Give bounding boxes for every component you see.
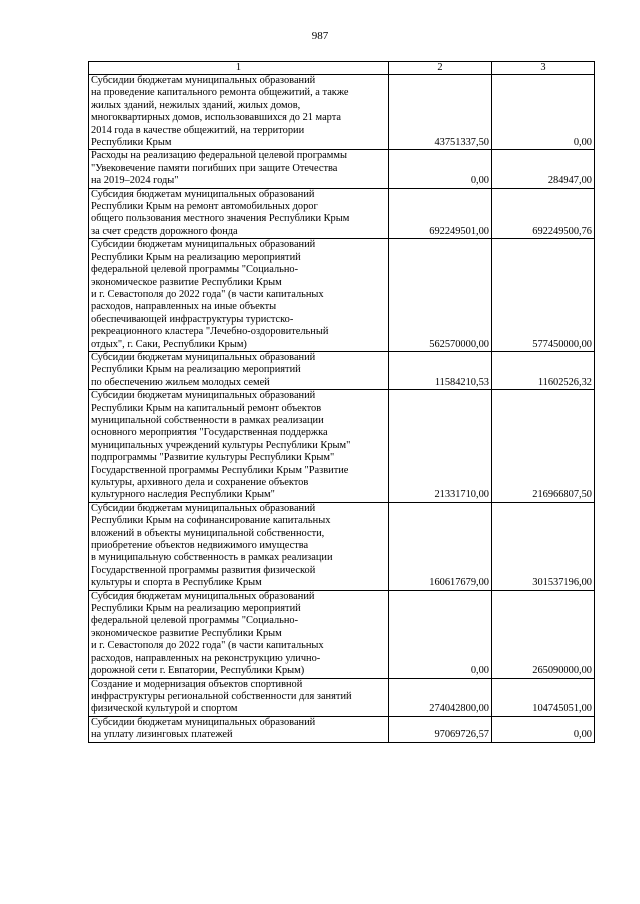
row-description: Субсидии бюджетам муниципальных образований на проведение капитального ремонта общежитий, а также жилых зданий, нежилых зданий, жилых домов, многоквартирных домов, использовавшихся до 21 марта 2014 года в качестве общежитий, на территории Республики Крым: [89, 75, 389, 150]
row-value-col2: 0,00: [389, 590, 492, 678]
row-value-col2: 562570000,00: [389, 239, 492, 352]
table-row: [89, 390, 595, 503]
column-header-1: 1: [89, 62, 389, 75]
row-description: Субсидии бюджетам муниципальных образований на уплату лизинговых платежей: [89, 716, 389, 742]
table-row: [89, 678, 595, 716]
row-value-col3: 284947,00: [492, 150, 595, 188]
row-value-col2: 97069726,57: [389, 716, 492, 742]
table-row: [89, 351, 595, 389]
row-value-col2: 0,00: [389, 150, 492, 188]
row-value-col2: 43751337,50: [389, 75, 492, 150]
row-value-col3: 0,00: [492, 716, 595, 742]
table-row: [89, 75, 595, 150]
row-description: Субсидии бюджетам муниципальных образований Республики Крым на софинансирование капитальных вложений в объекты муниципальной собственности, приобретение объектов недвижимого имущества в муниципальную собственность в рамках реализации Государственной программы развития физической культуры и спорта в Республике Крым: [89, 502, 389, 590]
table-row: [89, 239, 595, 352]
row-value-col3: 0,00: [492, 75, 595, 150]
table-row: [89, 502, 595, 590]
row-value-col2: 160617679,00: [389, 502, 492, 590]
row-value-col3: 692249500,76: [492, 188, 595, 239]
row-value-col3: 104745051,00: [492, 678, 595, 716]
table-row: [89, 716, 595, 742]
row-value-col2: 692249501,00: [389, 188, 492, 239]
column-header-3: 3: [492, 62, 595, 75]
row-description: Создание и модернизация объектов спортивной инфраструктуры региональной собственности для занятий физической культурой и спортом: [89, 678, 389, 716]
row-description: Субсидии бюджетам муниципальных образований Республики Крым на реализацию мероприятий федеральной целевой программы "Социально- экономическое развитие Республики Крым и г. Севастополя до 2022 года" (в части капитальных расходов, направленных на иные объекты обеспечивающей инфраструктуры туристско- рекреационного кластера "Лечебно-оздоровительный отдых", г. Саки, Республики Крым): [89, 239, 389, 352]
row-value-col3: 301537196,00: [492, 502, 595, 590]
row-description: Субсидии бюджетам муниципальных образований Республики Крым на реализацию мероприятий по обеспечению жильем молодых семей: [89, 351, 389, 389]
budget-table: [88, 61, 595, 743]
table-row: [89, 188, 595, 239]
table-header-row: [89, 62, 595, 75]
row-value-col2: 274042800,00: [389, 678, 492, 716]
row-value-col3: 265090000,00: [492, 590, 595, 678]
row-description: Расходы на реализацию федеральной целевой программы "Увековечение памяти погибших при защите Отечества на 2019–2024 годы": [89, 150, 389, 188]
row-description: Субсидии бюджетам муниципальных образований Республики Крым на капитальный ремонт объектов муниципальной собственности в рамках реализации основного мероприятия "Государственная поддержка муниципальных учреждений культуры Республики Крым" подпрограммы "Развитие культуры Республики Крым" Государственной программы Республики Крым "Развитие культуры, архивного дела и сохранение объектов культурного наследия Республики Крым": [89, 390, 389, 503]
row-value-col3: 577450000,00: [492, 239, 595, 352]
row-value-col2: 11584210,53: [389, 351, 492, 389]
row-description: Субсидия бюджетам муниципальных образований Республики Крым на ремонт автомобильных дорог общего пользования местного значения Республики Крым за счет средств дорожного фонда: [89, 188, 389, 239]
row-value-col3: 216966807,50: [492, 390, 595, 503]
table-row: [89, 150, 595, 188]
column-header-2: 2: [389, 62, 492, 75]
row-value-col2: 21331710,00: [389, 390, 492, 503]
row-value-col3: 11602526,32: [492, 351, 595, 389]
row-description: Субсидия бюджетам муниципальных образований Республики Крым на реализацию мероприятий федеральной целевой программы "Социально- экономическое развитие Республики Крым и г. Севастополя до 2022 года" (в части капитальных расходов, направленных на реконструкцию улично- дорожной сети г. Евпатории, Республики Крым): [89, 590, 389, 678]
table-row: [89, 590, 595, 678]
page-number: 987: [311, 30, 329, 42]
